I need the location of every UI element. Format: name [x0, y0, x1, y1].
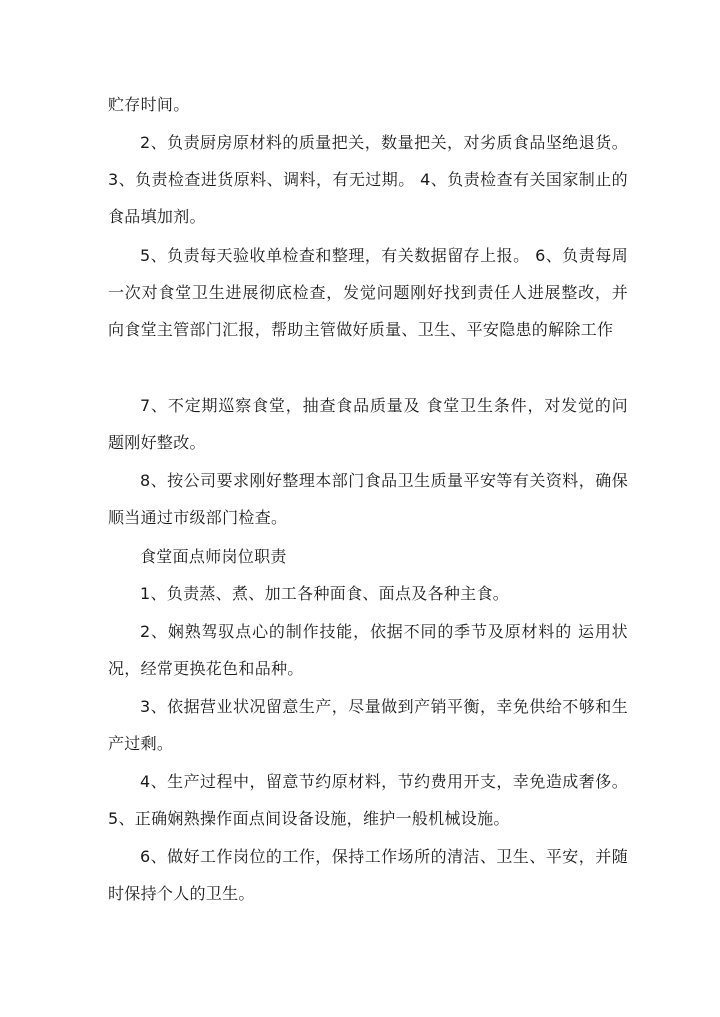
- paragraph-storage-time: 贮存时间。: [108, 95, 190, 114]
- paragraph-item-7: 7、不定期巡察食堂，抽查食品质量及 食堂卫生条件，对发觉的问题刚好整改。: [108, 396, 628, 452]
- paragraph-item-8: 8、按公司要求刚好整理本部门食品卫生质量平安等有关资料，确保顺当通过市级部门检查。: [108, 471, 628, 527]
- paragraph-item-2-4: 2、负责厨房原材料的质量把关，数量把关，对劣质食品坚绝退货。 3、负责检查进货原料、调料，有无过期。 4、负责检查有关国家制止的食品填加剂。: [108, 133, 628, 226]
- paragraph-duty-1: 1、负责蒸、煮、加工各种面食、面点及各种主食。: [140, 584, 510, 603]
- paragraph-duty-4-5: 4、生产过程中，留意节约原材料，节约费用开支，幸免造成奢侈。 5、正确娴熟操作面点间设备设施，维护一般机械设施。: [108, 772, 628, 828]
- section-heading: 食堂面点师岗位职责: [140, 547, 287, 566]
- paragraph-duty-3: 3、依据营业状况留意生产，尽量做到产销平衡，幸免供给不够和生产过剩。: [108, 697, 628, 753]
- paragraph-item-5-6: 5、负责每天验收单检查和整理，有关数据留存上报。 6、负责每周一次对食堂卫生进展彻底检查，发觉问题刚好找到责任人进展整改，并向食堂主管部门汇报，帮助主管做好质量、卫生、平安隐患的解除工作: [108, 246, 628, 339]
- paragraph-duty-2: 2、娴熟驾驭点心的制作技能，依据不同的季节及原材料的 运用状况，经常更换花色和品种。: [108, 622, 628, 678]
- paragraph-duty-6: 6、做好工作岗位的工作，保持工作场所的清洁、卫生、平安，并随时保持个人的卫生。: [108, 847, 628, 903]
